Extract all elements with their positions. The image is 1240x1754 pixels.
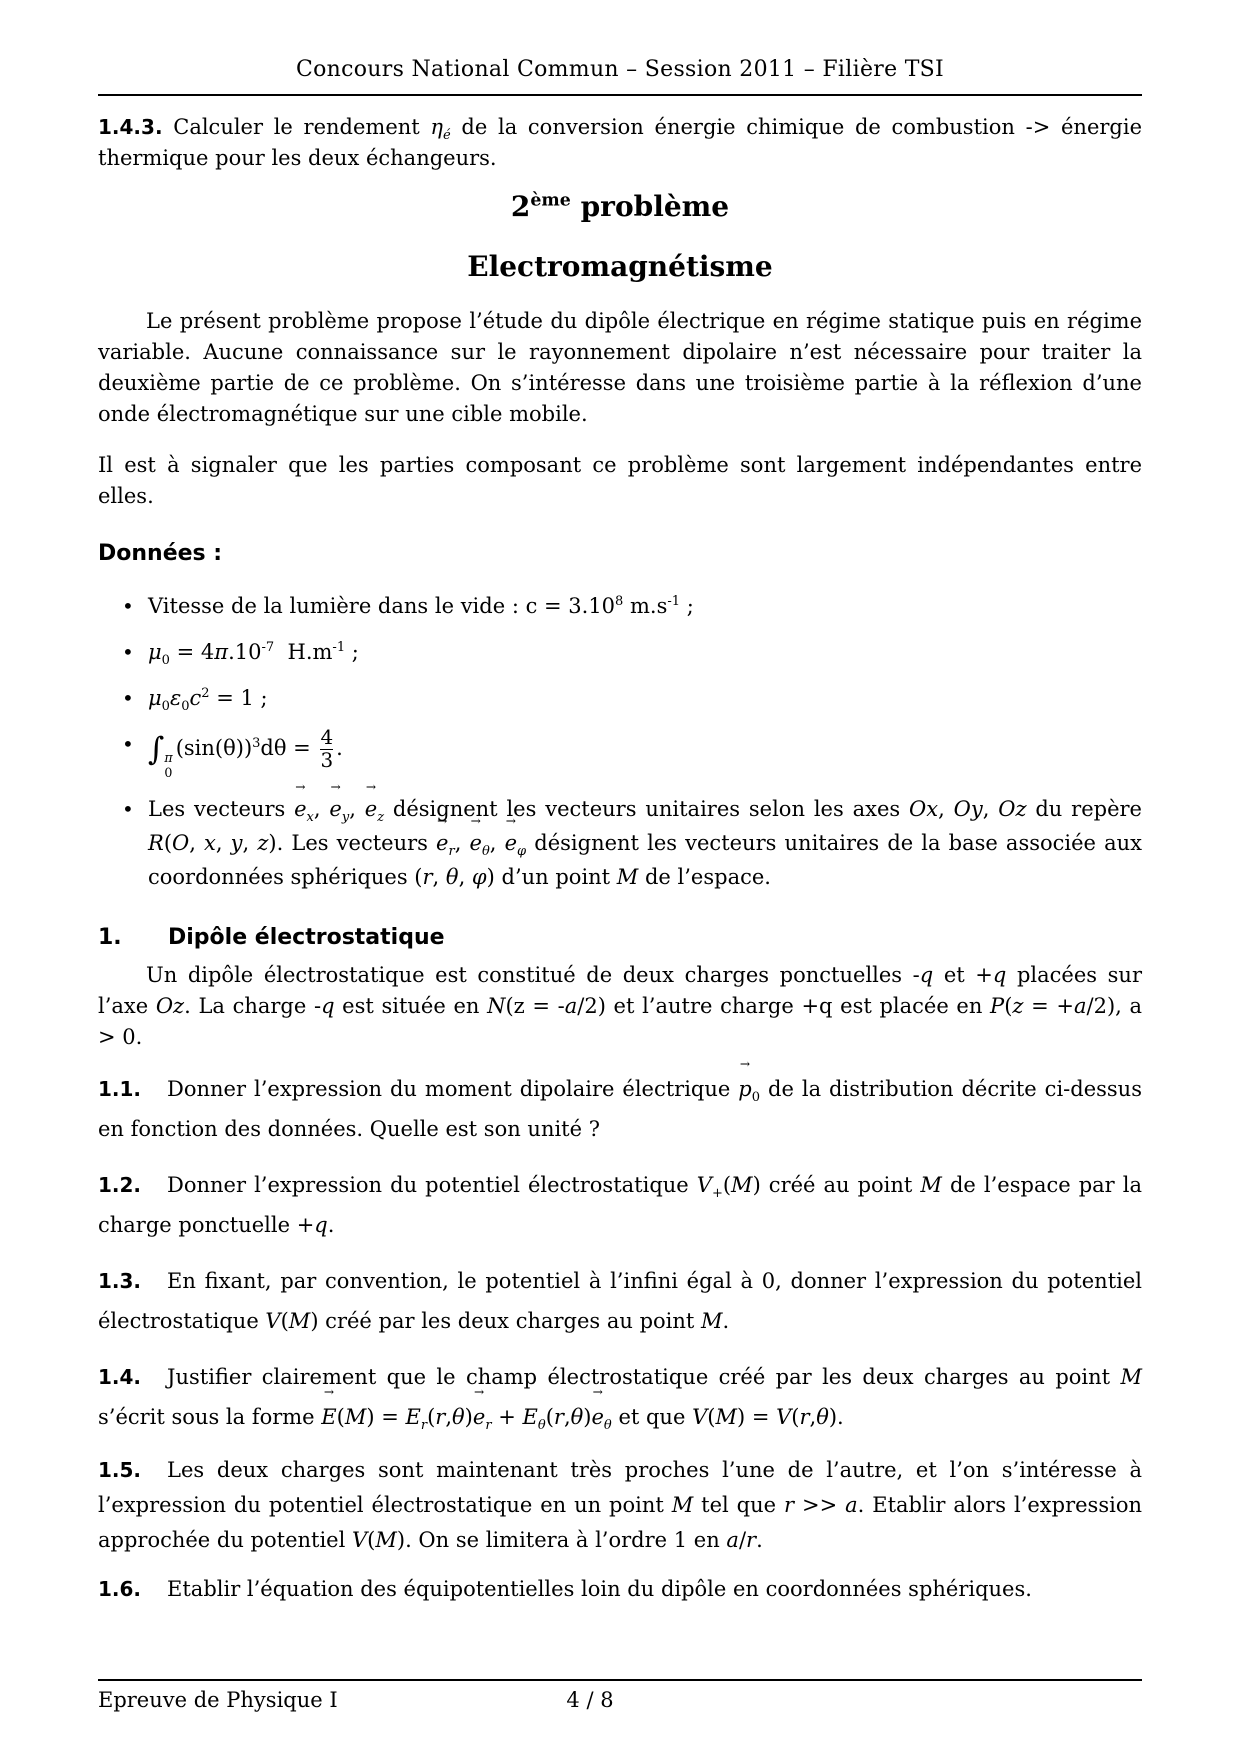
question-number: 1.1. <box>98 1077 142 1102</box>
question-number: 1.5. <box>98 1458 142 1483</box>
page-footer <box>98 1679 1142 1716</box>
question-number: 1.6. <box>98 1577 142 1602</box>
question-number: 1.3. <box>98 1269 142 1294</box>
data-item-speed-of-light: • Vitesse de la lumière dans le vide : $c = 3.10^8$ $m.s^{-1}$ ; <box>148 589 1142 623</box>
question-text: Donner l’expression du potentiel électrostatique $V_+(M)$ créé au point M de l’espace par la charge ponctuelle +q. <box>98 1173 1142 1238</box>
question-text: Les deux charges sont maintenant très proches l’une de l’autre, et l’on s’intéresse à l’expression du potentiel électrostatique en un point M tel que r >> a. Etablir alors l’expression approchée du potentiel V(M). On se limitera à l’ordre 1 en a/r. <box>98 1458 1142 1553</box>
header-title: Concours National Commun – Session 2011 – Filière TSI <box>295 57 945 82</box>
question-1-2 <box>98 1165 1142 1245</box>
question-text: Justifier clairement que le champ électrostatique créé par les deux charges au point M s’écrit sous la forme → $E(M) = E_r(r,\theta)\to e_r + E_\theta(r,\theta)\to e_\theta$ et que V(M) = V(r,θ). <box>98 1365 1142 1429</box>
data-item-mu0: • $\mu_0 = 4\pi.10^{-7}$ $H.m^{-1}$ ; <box>148 635 1142 669</box>
question-text: Calculer le rendement $\eta_é$ de la conversion énergie chimique de combustion -> énergie thermique pour les deux échangeurs. <box>98 115 1142 170</box>
page-body <box>98 96 1142 1605</box>
intro-paragraph: Le présent problème propose l’étude du dipôle électrique en régime statique puis en régime variable. Aucune connaissance sur le rayonnement dipolaire n’est nécessaire pour traiter la deuxième partie de ce problème. On s’intéresse dans une troisième partie à la réflexion d’une onde électromagnétique sur une cible mobile. <box>98 309 1142 426</box>
question-number: 1.2. <box>98 1173 142 1198</box>
footer-row <box>98 1685 1142 1716</box>
footer-rule <box>98 1679 1142 1681</box>
page-header <box>98 56 1142 96</box>
exam-title: Epreuve de Physique I <box>98 1688 338 1712</box>
question-text: Etablir l’équation des équipotentielles loin du dipôle en coordonnées sphériques. <box>167 1577 1032 1602</box>
donnees-heading: Données : <box>98 541 223 566</box>
data-item-unit-vectors: • Les vecteurs → $e_x$, → $e_y$, → $e_z$ désignent les vecteurs unitaires selon les axes Ox, Oy, Oz du repère R(O, x, y, z). Les vecteurs → $e_r$, → $e_\theta$, → $e_\varphi$ désignent les vecteurs unitaires de la base associée aux coordonnées sphériques (r, θ, φ) d’un point M de l’espace. <box>148 792 1142 894</box>
question-1-3 <box>98 1261 1142 1341</box>
question-1-4-3 <box>98 112 1142 174</box>
section-1-heading <box>98 924 1142 952</box>
problem-heading: 2ème problème <box>510 190 730 223</box>
section-number: 1. <box>98 925 122 951</box>
data-item-integral: • ∫ π 0 $(\sin(\theta))^3d\theta$ = $\frac{4}{3}$ . <box>148 727 1142 780</box>
question-1-6 <box>98 1574 1142 1605</box>
section-1-intro: Un dipôle électrostatique est constitué de deux charges ponctuelles -q et +q placées sur l’axe Oz. La charge -q est située en N(z = -a/2) et l’autre charge +q est placée en P(z = +a/2), a > 0. <box>98 963 1143 1050</box>
page-number: 4 / 8 <box>566 1688 614 1712</box>
data-item-mu0-eps0-c2: • $\mu_0\varepsilon_0c^2 = 1$ ; <box>148 681 1142 715</box>
note-paragraph: Il est à signaler que les parties composant ce problème sont largement indépendantes entre elles. <box>98 453 1142 508</box>
question-1-5 <box>98 1453 1142 1558</box>
question-1-1 <box>98 1069 1142 1149</box>
question-text: Donner l’expression du moment dipolaire électrique → $p_0$ de la distribution décrite ci-dessus en fonction des données. Quelle est son unité ? <box>98 1077 1142 1141</box>
question-number: 1.4.3. <box>98 115 163 139</box>
subject-heading: Electromagnétisme <box>467 250 773 283</box>
question-text: En fixant, par convention, le potentiel à l’infini égal à 0, donner l’expression du potentiel électrostatique V(M) créé par les deux charges au point M. <box>98 1269 1142 1334</box>
data-list <box>98 589 1142 894</box>
section-title: Dipôle électrostatique <box>168 925 445 951</box>
question-number: 1.4. <box>98 1365 142 1390</box>
question-1-4 <box>98 1357 1142 1437</box>
